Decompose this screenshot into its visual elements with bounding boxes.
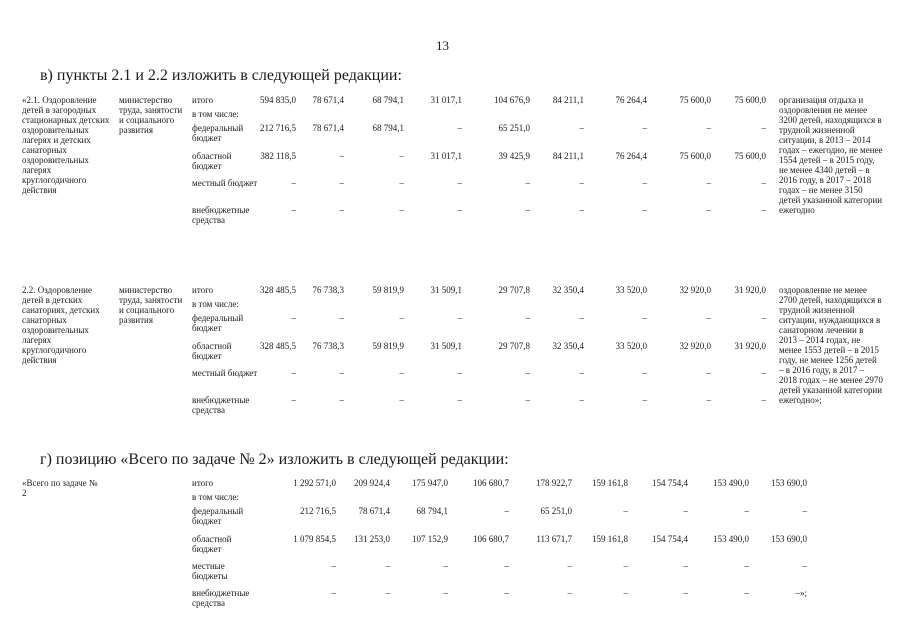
amount-cell: – [744,561,749,571]
amount-cell: – [706,313,711,323]
amount-cell: – [443,588,448,598]
amount-cell: – [683,561,688,571]
amount-cell: 154 754,4 [652,534,688,544]
amount-cell: – [579,395,584,405]
amount-cell: – [291,368,296,378]
amount-cell: – [339,313,344,323]
funding-source: областной бюджет [192,534,232,554]
funding-line [22,341,882,369]
amount-cell: 84 211,1 [552,151,584,161]
amount-cell: – [291,313,296,323]
amount-cell: 212 716,5 [260,123,296,133]
amount-cell: – [339,368,344,378]
funding-source: внебюджетные средства [192,588,250,608]
funding-line [22,368,882,396]
amount-cell: – [339,178,344,188]
amount-cell: – [291,395,296,405]
amount-cell: – [706,123,711,133]
amount-cell: – [642,123,647,133]
amount-cell: 31 509,1 [430,341,462,351]
amount-cell: – [623,506,628,516]
funding-line [22,123,882,151]
amount-cell: – [579,178,584,188]
amount-cell: – [339,151,344,161]
amount-cell: – [579,368,584,378]
amount-cell: 59 819,9 [372,285,404,295]
amount-cell: – [642,368,647,378]
amount-cell: – [339,395,344,405]
amount-cell: 75 600,0 [679,95,711,105]
amount-cell: – [623,561,628,571]
amount-cell: – [457,205,462,215]
amount-cell: 78 671,4 [312,123,344,133]
funding-line [22,395,882,423]
amount-cell: 68 794,1 [416,506,448,516]
funding-source: итого [192,285,214,295]
amount-cell: – [291,205,296,215]
amount-cell: 154 754,4 [652,478,688,488]
amount-cell: 75 600,0 [679,151,711,161]
amount-cell: – [457,313,462,323]
page-number: 13 [436,38,449,53]
amount-cell: 107 152,9 [412,534,448,544]
total-row-task-2 [22,478,882,638]
amount-cell: 32 350,4 [552,285,584,295]
amount-cell: – [399,395,404,405]
amount-cell: 75 600,0 [734,151,766,161]
amount-cell: – [706,395,711,405]
amount-cell: 75 600,0 [734,95,766,105]
amount-cell: 65 251,0 [498,123,530,133]
amount-cell: 159 161,8 [592,534,628,544]
amount-cell: – [385,588,390,598]
amount-cell: – [761,205,766,215]
amount-cell: 39 425,9 [498,151,530,161]
amount-cell: 31 920,0 [734,341,766,351]
funding-line [22,561,882,589]
amount-cell: 153 690,0 [771,534,807,544]
amount-cell: 1 292 571,0 [293,478,336,488]
row-label: 2.2. Оздоровление детей в детских санаториях, детских санаторных оздоровительных лагерях круглогодичного действия [22,285,100,365]
amount-cell: – [399,313,404,323]
funding-source: областной бюджет [192,341,232,361]
amount-cell: – [443,561,448,571]
amount-cell: – [399,151,404,161]
funding-source: федеральный бюджет [192,313,244,333]
funding-source: итого [192,95,214,105]
heading-g: г) позицию «Всего по задаче № 2» изложить в следующей редакции: [40,451,509,468]
funding-source: федеральный бюджет [192,506,244,526]
row-organization: министерство труда, занятости и социального развития [119,95,183,135]
amount-cell: 32 920,0 [679,341,711,351]
funding-line [22,205,882,233]
amount-cell: – [802,561,807,571]
funding-source: в том числе: [192,492,239,502]
amount-cell: 59 819,9 [372,341,404,351]
amount-cell: – [761,395,766,405]
amount-cell: 78 671,4 [358,506,390,516]
amount-cell: – [744,506,749,516]
amount-cell: – [504,561,509,571]
amount-cell: 106 680,7 [473,478,509,488]
amount-cell: – [683,506,688,516]
funding-source: в том числе: [192,109,239,119]
funding-source: местный бюджет [192,368,258,378]
row-label: «2.1. Оздоровление детей в загородных стационарных детских оздоровительных лагерях и детских санаторных оздоровительных лагерях круглогодичного действия [22,95,110,195]
funding-source: местные бюджеты [192,561,228,581]
amount-cell: 175 947,0 [412,478,448,488]
amount-cell: 76 264,4 [615,95,647,105]
amount-cell: 31 017,1 [430,95,462,105]
amount-cell: – [525,205,530,215]
funding-source: в том числе: [192,299,239,309]
amount-cell: – [744,588,749,598]
program-row-2-1 [22,95,882,270]
amount-cell: – [399,178,404,188]
amount-cell: 32 920,0 [679,285,711,295]
funding-source: областной бюджет [192,151,232,171]
amount-cell: 76 264,4 [615,151,647,161]
amount-cell: – [385,561,390,571]
amount-cell: 212 716,5 [300,506,336,516]
amount-cell: 33 520,0 [615,341,647,351]
amount-cell: 32 350,4 [552,341,584,351]
row-expected-result: оздоровление не менее 2700 детей, находящихся в трудной жизненной ситуации, нуждающихся в санаторном лечении в 2013 – 2014 годах, не менее 1553 детей – в 2015 году, не менее 1256 детей – в 2016 году, в 2017 – 2018 годах – не менее 2970 детей указанной категории ежегодно»; [779,285,883,405]
amount-cell: 153 690,0 [771,478,807,488]
amount-cell: – [457,395,462,405]
amount-cell: 382 118,5 [260,151,296,161]
amount-cell: – [706,205,711,215]
amount-cell: 113 671,7 [536,534,572,544]
amount-cell: – [579,205,584,215]
amount-cell: – [525,368,530,378]
amount-cell: 84 211,1 [552,95,584,105]
amount-cell: 1 079 854,5 [293,534,336,544]
amount-cell: 29 707,8 [498,285,530,295]
amount-cell: 68 794,1 [372,123,404,133]
funding-line [22,178,882,206]
amount-cell: – [761,178,766,188]
row-expected-result: организация отдыха и оздоровления не менее 3200 детей, находящихся в трудной жизненной ситуации, в 2013 – 2014 годах – ежегодно, не менее 1554 детей – в 2015 году, не менее 4340 детей – в 2016 году, в 2017 – 2018 годах – не менее 3150 детей указанной категории ежегодно [779,95,883,215]
amount-cell: 31 509,1 [430,285,462,295]
amount-cell: 78 671,4 [312,95,344,105]
amount-cell: – [457,178,462,188]
funding-line [22,506,882,534]
amount-cell: – [706,368,711,378]
amount-cell: 328 485,5 [260,341,296,351]
amount-cell: – [642,313,647,323]
funding-source: федеральный бюджет [192,123,244,143]
funding-source: местный бюджет [192,178,258,188]
amount-cell: – [761,123,766,133]
row-label: «Всего по задаче № 2 [22,478,98,498]
amount-cell: 31 920,0 [734,285,766,295]
amount-cell: – [525,313,530,323]
amount-cell: – [525,395,530,405]
amount-cell: – [579,123,584,133]
heading-v: в) пункты 2.1 и 2.2 изложить в следующей редакции: [40,67,402,84]
funding-line [22,534,882,562]
amount-cell: 33 520,0 [615,285,647,295]
amount-cell: 76 738,3 [312,341,344,351]
amount-cell: 65 251,0 [540,506,572,516]
amount-cell: 104 676,9 [494,95,530,105]
amount-cell: 159 161,8 [592,478,628,488]
amount-cell: 153 490,0 [713,478,749,488]
amount-cell: – [331,561,336,571]
amount-cell: 76 738,3 [312,285,344,295]
amount-cell: – [761,368,766,378]
funding-source: внебюджетные средства [192,395,250,415]
amount-cell: 328 485,5 [260,285,296,295]
amount-cell: – [642,205,647,215]
amount-cell: – [457,123,462,133]
amount-cell: 594 835,0 [260,95,296,105]
amount-cell: – [642,395,647,405]
amount-cell: – [339,205,344,215]
amount-cell: 29 707,8 [498,341,530,351]
amount-cell: – [623,588,628,598]
amount-cell: – [761,313,766,323]
amount-cell: – [525,178,530,188]
amount-cell: 178 922,7 [536,478,572,488]
amount-cell: –»; [795,588,807,598]
amount-cell: 68 794,1 [372,95,404,105]
funding-line [22,588,882,616]
amount-cell: – [399,205,404,215]
amount-cell: 209 924,4 [354,478,390,488]
program-row-2-2 [22,285,882,453]
funding-source: внебюджетные средства [192,205,250,225]
funding-line [22,151,882,179]
amount-cell: – [504,506,509,516]
amount-cell: – [642,178,647,188]
funding-source: итого [192,478,214,488]
amount-cell: 31 017,1 [430,151,462,161]
amount-cell: – [399,368,404,378]
amount-cell: – [802,506,807,516]
amount-cell: – [683,588,688,598]
amount-cell: – [457,368,462,378]
row-organization: министерство труда, занятости и социального развития [119,285,183,325]
amount-cell: – [291,178,296,188]
amount-cell: – [567,588,572,598]
funding-line [22,313,882,341]
amount-cell: – [567,561,572,571]
amount-cell: 106 680,7 [473,534,509,544]
amount-cell: 131 253,0 [354,534,390,544]
amount-cell: – [706,178,711,188]
amount-cell: – [504,588,509,598]
amount-cell: – [579,313,584,323]
amount-cell: 153 490,0 [713,534,749,544]
amount-cell: – [331,588,336,598]
